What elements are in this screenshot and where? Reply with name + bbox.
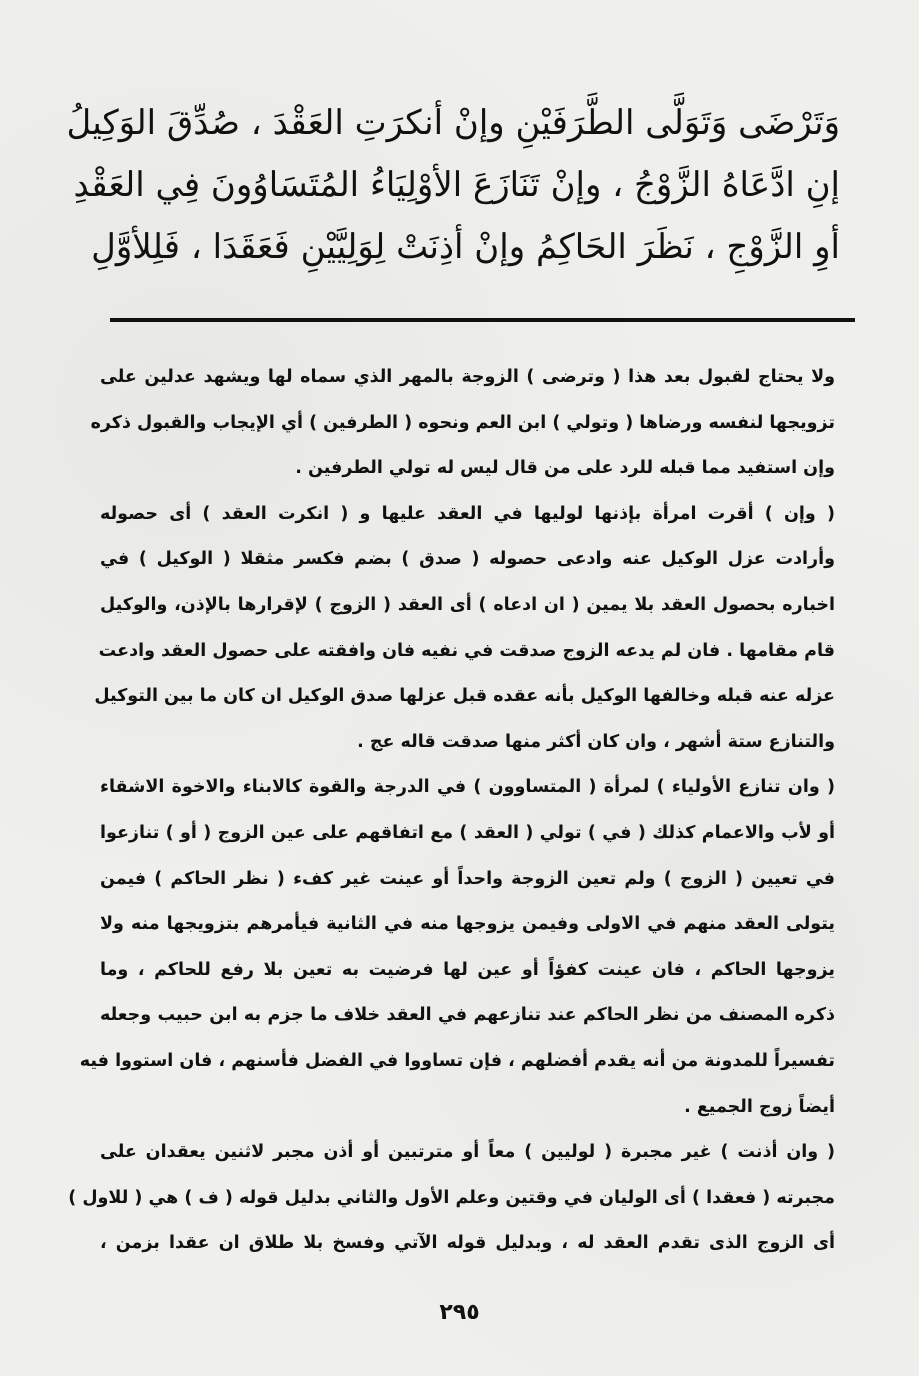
- matn-line-1: وَتَرْضَى وَتَوَلَّى الطَّرَفَيْنِ وإنْ أنكرَتِ العَقْدَ ، صُدِّقَ الوَكِيلُ: [66, 103, 840, 143]
- separator-rule: [110, 318, 855, 322]
- sharh-commentary-block: [68, 355, 835, 1267]
- sharh-line: اخباره بحصول العقد بلا يمين ( ان ادعاه ) أى العقد ( الزوج ) لإقرارها بالإذن، والوكيل: [100, 594, 835, 615]
- sharh-line: وأرادت عزل الوكيل عنه وادعى حصوله ( صدق ) بضم فكسر مثقلا ( الوكيل ) في: [100, 549, 835, 570]
- matn-line-3: أوِ الزَّوْجِ ، نَظَرَ الحَاكِمُ وإنْ أذِنَتْ لِوَلِيَّيْنِ فَعَقَدَا ، فَلِلأوَّلِ: [91, 227, 840, 267]
- sharh-line: ( وان تنازع الأولياء ) لمرأة ( المتساوون ) في الدرجة والقوة كالابناء والاخوة الاشقاء: [100, 777, 835, 798]
- sharh-line: في تعيين ( الزوج ) ولم تعين الزوجة واحداً أو عينت غير كفء ( نظر الحاكم ) فيمن: [100, 868, 835, 889]
- sharh-line: والتنازع ستة أشهر ، وان كان أكثر منها صدقت قاله عج .: [357, 731, 835, 752]
- sharh-line: أو لأب والاعمام كذلك ( في ) تولي ( العقد ) مع اتفاقهم على عين الزوج ( أو ) تنازعوا: [100, 822, 835, 843]
- sharh-line: ( وإن ) أقرت امرأة بإذنها لوليها في العقد عليها و ( انكرت العقد ) أى حصوله: [100, 503, 835, 524]
- matn-text-block: [66, 92, 840, 278]
- sharh-line: ذكره المصنف من نظر الحاكم عند تنازعهم في العقد خلاف ما جزم به ابن حبيب وجعله: [100, 1005, 835, 1026]
- sharh-line: يتولى العقد منهم في الاولى وفيمن يزوجها منه في الثانية فيأمرهم بتزويجها منه ولا: [100, 914, 835, 935]
- matn-line-2: إنِ ادَّعَاهُ الزَّوْجُ ، وإنْ تَنَازَعَ الأوْلِيَاءُ المُتَسَاوُونَ فِي العَقْدِ: [73, 165, 840, 205]
- sharh-line: ( وان أذنت ) غير مجبرة ( لوليين ) معاً أو مترتبين أو أذن مجبر لاثنين يعقدان على: [100, 1142, 835, 1163]
- sharh-line: عزله عنه قبله وخالفها الوكيل بأنه عقده قبل عزلها صدق الوكيل ان كان ما بين التوكيل: [94, 686, 835, 707]
- sharh-line: أيضاً زوج الجميع .: [684, 1096, 835, 1117]
- sharh-line: يزوجها الحاكم ، فان عينت كفؤاً أو عين لها فرضيت به تعين بلا رفع للحاكم ، وما: [100, 959, 835, 980]
- sharh-line: تزويجها لنفسه ورضاها ( وتولي ) ابن العم ونحوه ( الطرفين ) أي الإيجاب والقبول ذكره: [90, 412, 835, 433]
- sharh-line: أى الزوج الذى تقدم العقد له ، وبدليل قوله الآتي وفسخ بلا طلاق ان عقدا بزمن ،: [100, 1233, 835, 1254]
- sharh-line: تفسيراً للمدونة من أنه يقدم أفضلهم ، فإن تساووا في الفضل فأسنهم ، فان استووا فيه: [79, 1050, 835, 1071]
- page-number: ٢٩٥: [439, 1300, 480, 1325]
- sharh-line: وإن استفيد مما قبله للرد على من قال ليس له تولي الطرفين .: [295, 458, 835, 479]
- sharh-line: ولا يحتاج لقبول بعد هذا ( وترضى ) الزوجة بالمهر الذي سماه لها ويشهد عدلين على: [100, 367, 835, 387]
- sharh-line: مجبرته ( فعقدا ) أى الوليان في وقتين وعلم الأول والثاني بدليل قوله ( ف ) هي ( للاول ): [68, 1187, 835, 1208]
- sharh-line: قام مقامها . فان لم يدعه الزوج صدقت في نفيه فان وافقته على حصول العقد وادعت: [98, 640, 835, 661]
